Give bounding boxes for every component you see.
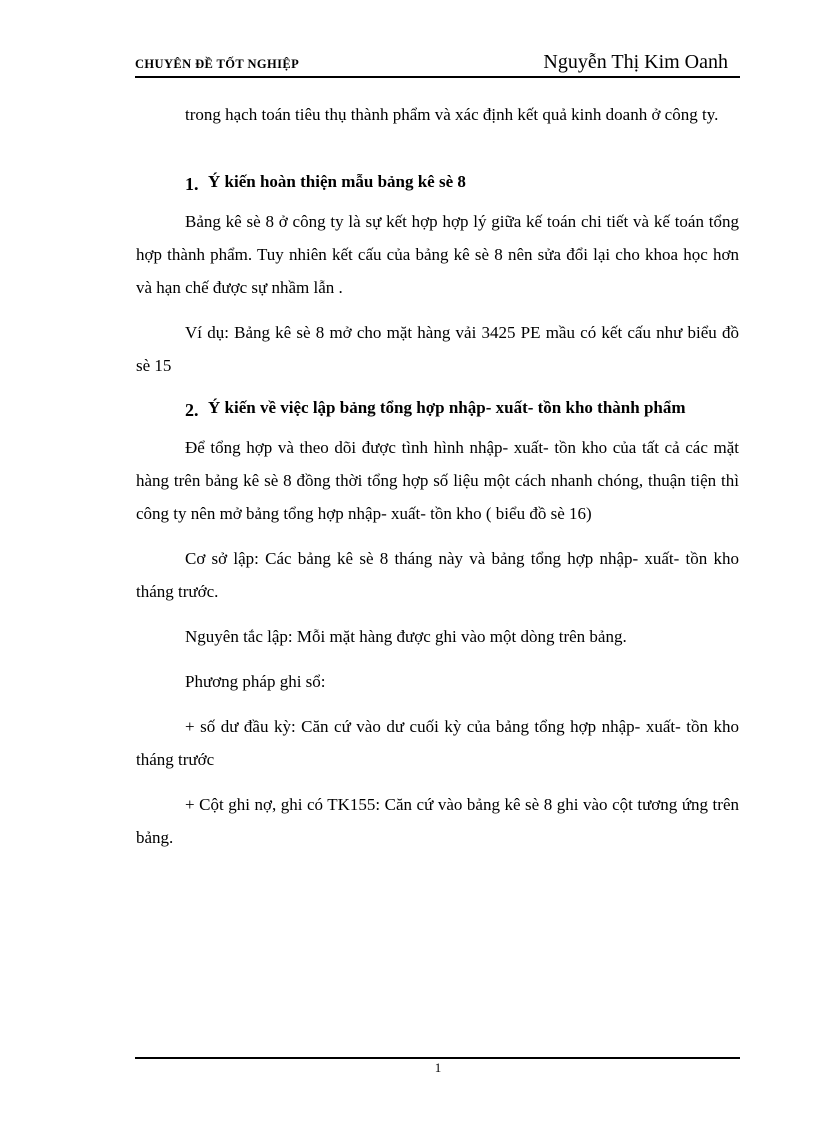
paragraph: Phương pháp ghi sổ:: [185, 672, 326, 691]
footer-rule: [135, 1057, 740, 1059]
paragraph: Nguyên tắc lập: Mỗi mặt hàng được ghi vào một dòng trên bảng.: [185, 627, 627, 646]
section-heading-2: [136, 392, 739, 423]
paragraph-continuation: trong hạch toán tiêu thụ thành phẩm và xác định kết quả kinh doanh ở công ty.: [185, 105, 719, 124]
paragraph: + Cột ghi nợ, ghi có TK155: Căn cứ vào bảng kê sè 8 ghi vào cột tương ứng trên bảng.: [136, 795, 739, 847]
section-title-2: Ý kiến về việc lập bảng tổng hợp nhập- xuất- tồn kho thành phẩm: [208, 398, 686, 417]
section-number-2: 2.: [185, 400, 199, 420]
section-title-1: Ý kiến hoàn thiện mẫu bảng kê sè 8: [208, 172, 466, 191]
paragraph: Để tổng hợp và theo dõi được tình hình nhập- xuất- tồn kho của tất cả các mặt hàng trên bảng kê sè 8 đồng thời tổng hợp số liệu một cách nhanh chóng, thuận tiện thì công ty nên mở bảng tổng hợp nhập- xuất- tồn kho ( biểu đồ sè 16): [136, 438, 739, 523]
header-title: CHUYÊN ĐỀ TỐT NGHIỆP: [135, 57, 300, 71]
page-header: [135, 40, 740, 78]
paragraph: Ví dụ: Bảng kê sè 8 mở cho mặt hàng vải 3425 PE mầu có kết cấu như biểu đồ sè 15: [136, 323, 739, 375]
page-body: [136, 96, 739, 854]
paragraph: Bảng kê sè 8 ở công ty là sự kết hợp hợp lý giữa kế toán chi tiết và kế toán tổng hợp thành phẩm. Tuy nhiên kết cấu của bảng kê sè 8 nên sửa đổi lại cho khoa học hơn và hạn chế được sự nhầm lẫn .: [136, 212, 739, 297]
paragraph: + số dư đầu kỳ: Căn cứ vào dư cuối kỳ của bảng tổng hợp nhập- xuất- tồn kho tháng trước: [136, 717, 739, 769]
section-heading-1: [136, 166, 739, 197]
page-number: 1: [434, 1060, 442, 1075]
header-author: Nguyễn Thị Kim Oanh: [543, 51, 728, 73]
section-number-1: 1.: [185, 174, 199, 194]
paragraph: Cơ sở lập: Các bảng kê sè 8 tháng này và bảng tổng hợp nhập- xuất- tồn kho tháng trước.: [136, 549, 739, 601]
